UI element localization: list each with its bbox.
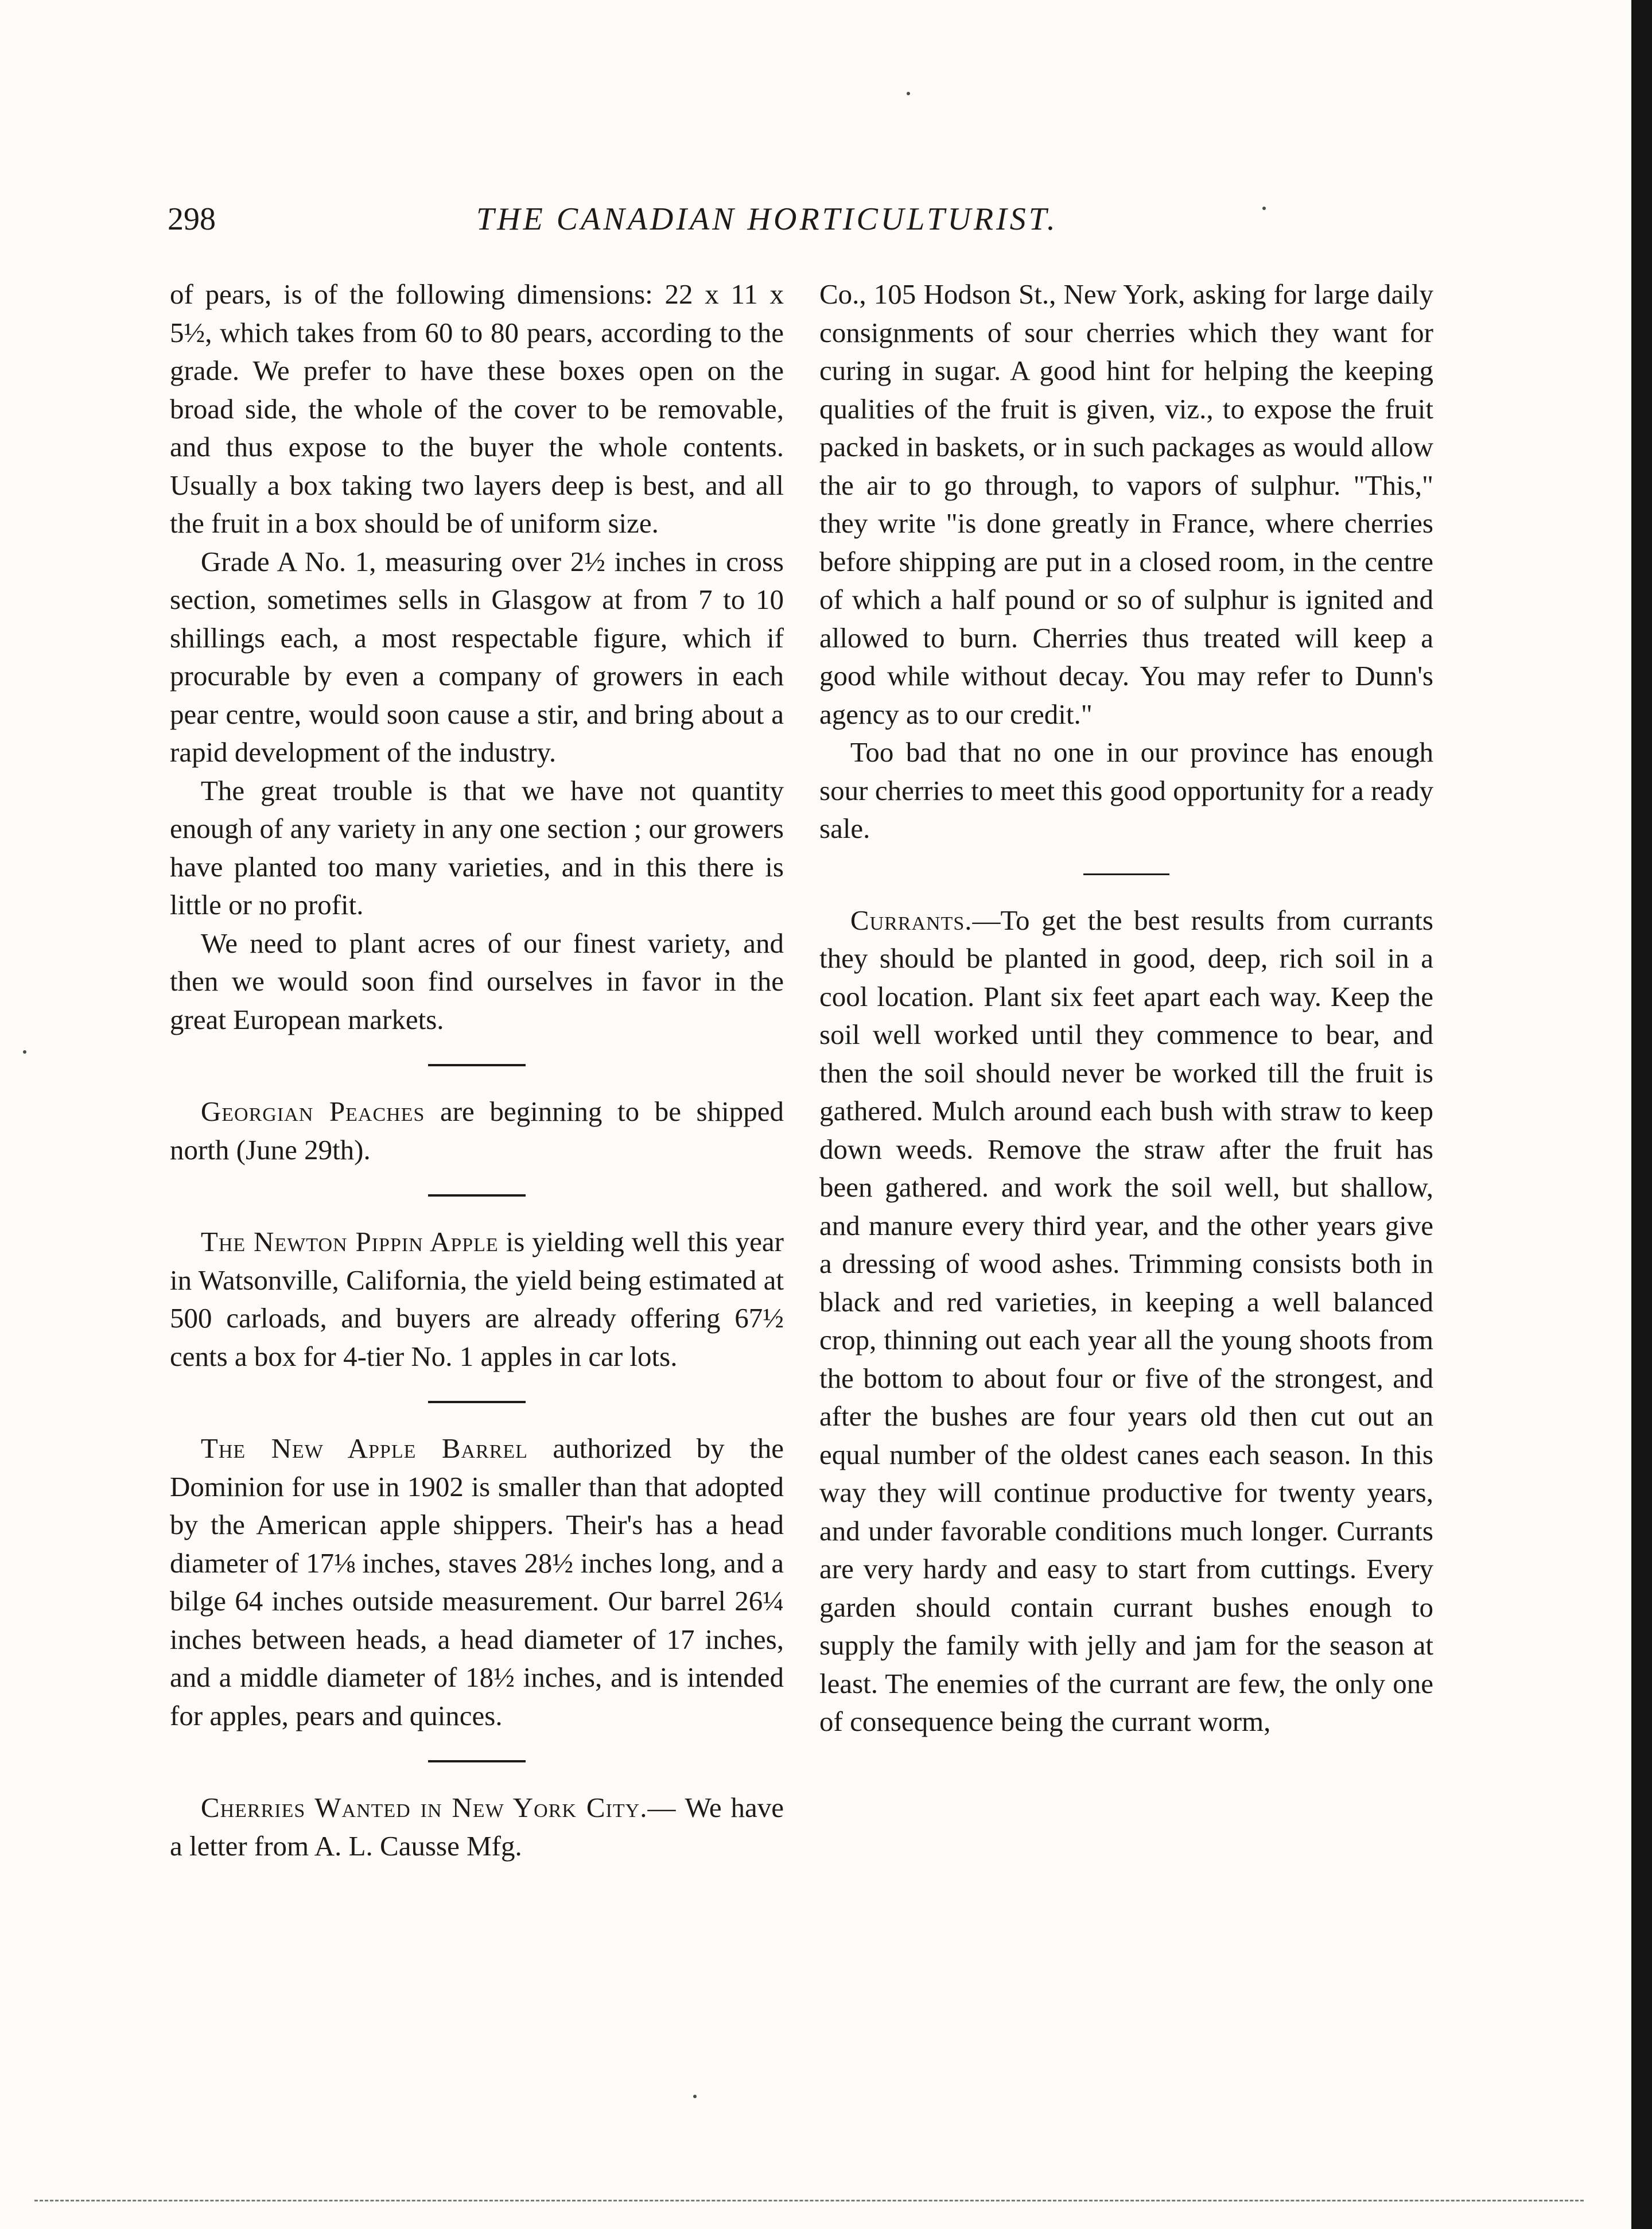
scan-speck	[693, 2095, 697, 2098]
georgian-peaches-heading: Georgian Peaches	[200, 1096, 425, 1127]
apple-barrel-item	[170, 1430, 784, 1735]
scan-speck	[907, 92, 910, 95]
page-bottom-edge	[34, 2200, 1584, 2201]
currants-heading: Currants.	[850, 904, 973, 936]
grade-a-paragraph: Grade A No. 1, measuring over 2½ inches in cross section, sometimes sells in Glasgow at from 7 to 10 shillings each, a most respectable figure, which if procurable by even a company of growers in each pear centre, would soon cause a stir, and bring about a rapid development of the industry.	[170, 545, 784, 768]
section-divider	[1083, 873, 1169, 875]
right-column	[819, 275, 1433, 1741]
plant-acres-paragraph: We need to plant acres of our finest variety, and then we would soon find ourselves in favor in the great European markets.	[170, 927, 784, 1035]
scan-speck	[1262, 207, 1266, 210]
section-divider	[428, 1194, 526, 1197]
newton-pippin-body: is yielding well this year in Watsonville, California, the yield being estimated at 500 carloads, and buyers are already offering 67½ cents a box for 4-tier No. 1 apples in car lots.	[170, 1226, 784, 1372]
left-column	[170, 275, 784, 1865]
currants-item	[819, 902, 1433, 1741]
newton-pippin-item	[170, 1223, 784, 1376]
section-divider	[428, 1760, 526, 1762]
georgian-peaches-body: are beginning to be shipped north (June 29th).	[170, 1096, 784, 1166]
too-bad-paragraph: Too bad that no one in our province has enough sour cherries to meet this good opportunity for a ready sale.	[819, 736, 1433, 844]
pear-box-paragraph: of pears, is of the following dimensions: 22 x 11 x 5½, which takes from 60 to 80 pears, according to the grade. We prefer to have these boxes open on the broad side, the whole of the cover to be removable, and thus expose to the buyer the whole contents. Usually a box taking two layers deep is best, and all the fruit in a box should be of uniform size.	[170, 278, 784, 539]
section-divider	[428, 1064, 526, 1066]
apple-barrel-body: authorized by the Dominion for use in 1902 is smaller than that adopted by the American apple shippers. Their's has a head diameter of 17⅛ inches, staves 28½ inches long, and a bilge 64 inches outside measurement. Our barrel 26¼ inches between heads, a head diameter of 17 inches, and a middle diameter of 18½ inches, and is intended for apples, pears and quinces.	[170, 1432, 784, 1731]
apple-barrel-heading: The New Apple Barrel	[200, 1432, 528, 1464]
page-number: 298	[168, 201, 216, 237]
scan-speck	[23, 1050, 26, 1054]
running-title: THE CANADIAN HORTICULTURIST.	[476, 201, 1058, 237]
cherries-wanted-body: We have a letter from A. L. Causse Mfg.	[170, 1792, 784, 1862]
cherries-wanted-item	[170, 1789, 784, 1865]
cherries-continued-paragraph: Co., 105 Hodson St., New York, asking for large daily consignments of sour cherries which they want for curing in sugar. A good hint for helping the keeping qualities of the fruit is given, viz., to expose the fruit packed in baskets, or in such packages as would allow the air to go through, to vapors of sulphur. "This," they write "is done greatly in France, where cherries before shipping are put in a closed room, in the centre of which a half pound or so of sulphur is ignited and allowed to burn. Cherries thus treated will keep a good while without decay. You may refer to Dunn's agency as to our credit."	[819, 278, 1433, 730]
section-divider	[428, 1401, 526, 1403]
cherries-wanted-heading: Cherries Wanted in New York City.—	[200, 1792, 677, 1823]
great-trouble-paragraph: The great trouble is that we have not quantity enough of any variety in any one section ; our growers have planted too many varieties, and in this there is little or no profit.	[170, 774, 784, 921]
currants-body: —To get the best results from currants they should be planted in good, deep, rich soil in a cool location. Plant six feet apart each way. Keep the soil well worked until they commence to bear, and then the soil should never be worked till the fruit is gathered. Mulch around each bush with straw to keep down weeds. Remove the straw after the fruit has been gathered. and work the soil well, but shallow, and manure every third year, and the other years give a dressing of wood ashes. Trimming consists both in black and red varieties, in keeping a well balanced crop, thinning out each year all the young shoots from the bottom to about four or five of the strongest, and after the bushes are four years old then cut out an equal number of the oldest canes each season. In this way they will continue productive for twenty years, and under favorable conditions much longer. Currants are very hardy and easy to start from cuttings. Every garden should contain currant bushes enough to supply the family with jelly and jam for the season at least. The enemies of the currant are few, the only one of consequence being the currant worm,	[819, 904, 1433, 1737]
georgian-peaches-item	[170, 1093, 784, 1169]
page-binding-edge	[1631, 0, 1652, 2229]
newton-pippin-heading: The Newton Pippin Apple	[200, 1226, 499, 1257]
